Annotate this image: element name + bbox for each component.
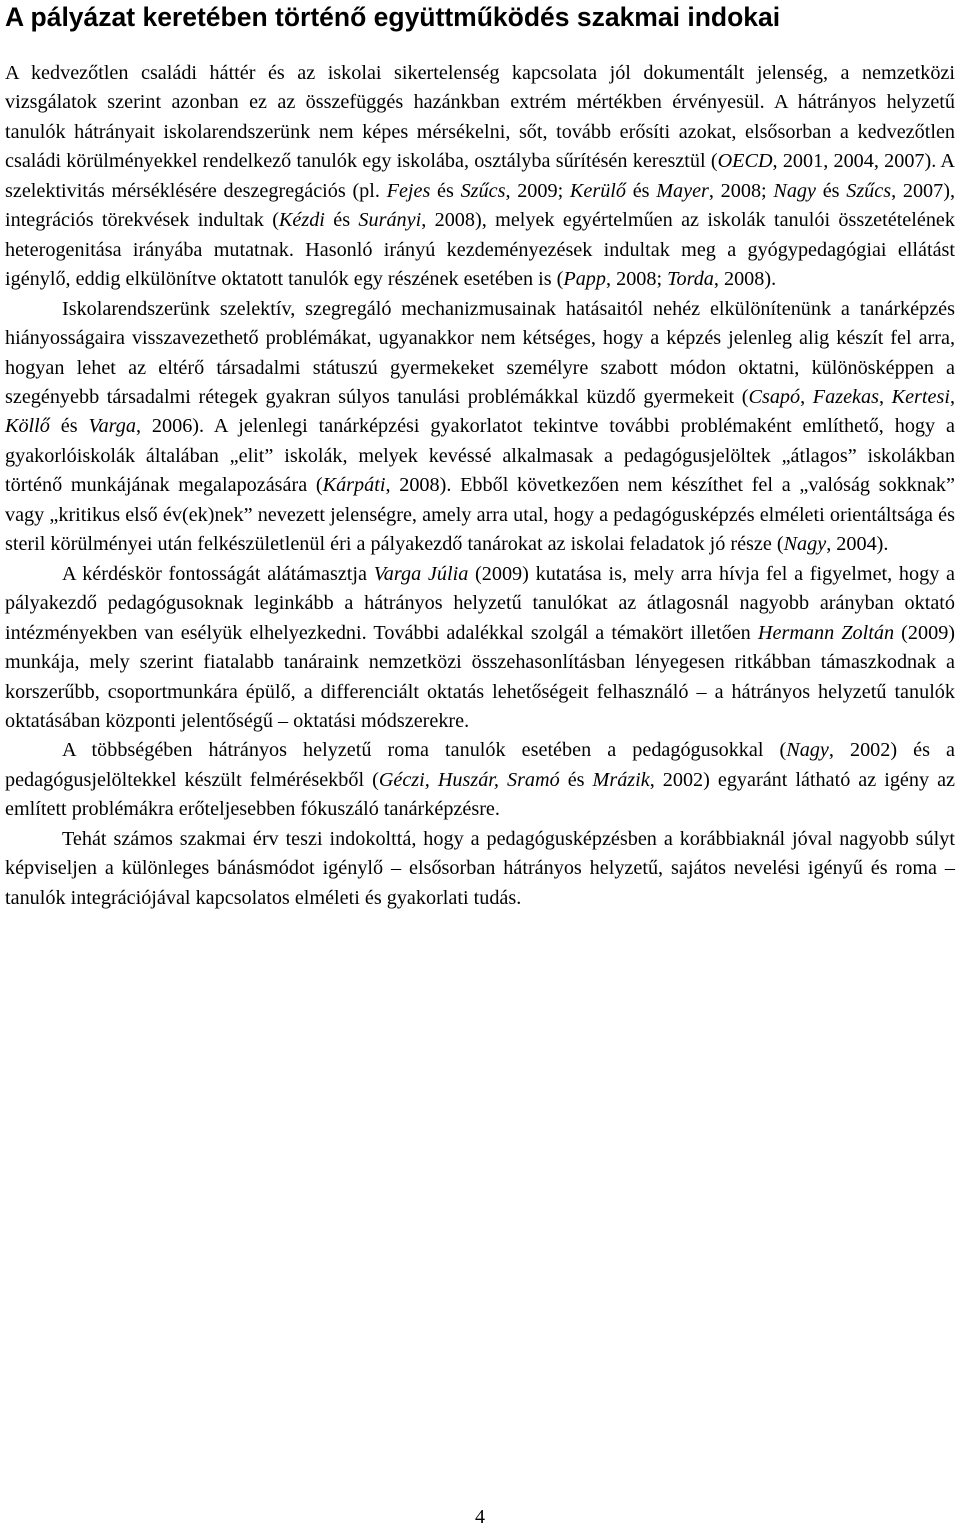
paragraph-text: , (800, 385, 813, 408)
paragraph-text: és (559, 768, 593, 791)
paragraph-text: , 2002) és a pedagógusjelöltekkel készült felmérésekből ( (5, 739, 955, 791)
citation-author: Varga Júlia (373, 562, 469, 585)
paragraph-text: és (430, 179, 461, 202)
citation-author: Csapó (748, 385, 801, 408)
paragraph-text: , (949, 385, 955, 408)
paragraph-text: , 2004). (826, 533, 889, 556)
citation-author: Köllő (5, 415, 50, 438)
body-paragraph (5, 825, 955, 913)
paragraph-text: , 2008), melyek egyértelműen az iskolák tanulói összetételének heterogenitása irányába mutatnak. Hasonló irányú kezdeményezések indultak meg a gyógypedagógiai ellátást igénylő, eddig elkülönítve oktatott tanulók egy részének esetében is ( (5, 209, 955, 291)
citation-author: Géczi, Huszár, Sramó (378, 768, 560, 791)
paragraph-text: A többségében hátrányos helyzetű roma tanulók esetében a pedagógusokkal ( (62, 739, 787, 762)
body-paragraph (5, 736, 955, 824)
citation-author: Fazekas (812, 385, 879, 408)
paragraph-text: , 2009; (505, 179, 570, 202)
paragraph-text: (2009) munkája, mely szerint fiatalabb tanáraink nemzetközi összehasonlításban lényegesen ritkábban támaszkodnak a korszerűbb, csoportmunkára épülő, a differenciált oktatás lehetőségeit felhasználó – a hátrányos helyzetű tanulók oktatásában központi jelentőségű – oktatási módszerekre. (5, 621, 956, 732)
paragraph-text: Iskolarendszerünk szelektív, szegregáló mechanizmusainak hatásaitól nehéz elkülönítenünk a tanárképzés hiányosságaira visszavezethető problémákat, ugyanakkor nem kétséges, hogy a képzés jelenleg alig készít fel arra, hogyan lehet az eltérő társadalmi státuszú gyermekeket személyre szabott módon oktatni, különösképpen a szegényebb társadalmi rétegek gyakran súlyos tanulási problémákkal küzdő gyermekeit ( (5, 297, 955, 408)
citation-author: Papp (563, 268, 606, 291)
citation-author: Surányi (358, 209, 422, 232)
paragraph-text: , 2008; (708, 179, 774, 202)
citation-author: Mayer (656, 179, 709, 202)
citation-author: Torda (667, 268, 714, 291)
body-paragraph (5, 560, 955, 737)
paragraph-text: A kérdéskör fontosságát alátámasztja (62, 562, 374, 585)
document-title: A pályázat keretében történő együttműködés szakmai indokai (5, 2, 781, 32)
citation-author: Szűcs (846, 179, 892, 202)
citation-author: Szűcs (460, 179, 506, 202)
paragraph-text: és (324, 209, 359, 232)
paragraph-text: , 2002) egyaránt látható az igény az említett problémákra erőteljesebben fókuszáló tanárképzésre. (5, 768, 955, 821)
citation-author: Fejes (386, 179, 431, 202)
body-paragraph (5, 59, 955, 295)
paragraph-text: , 2007), integrációs törekvések indultak ( (5, 179, 955, 232)
paragraph-text: és (49, 415, 89, 438)
paragraph-text: , (878, 385, 892, 408)
citation-author: Kézdi (278, 209, 325, 232)
document-page (5, 0, 955, 913)
paragraph-text: , 2006). A jelenlegi tanárképzési gyakorlatot tekintve további problémaként említhető, hogy a gyakorlóiskolák általában „elit” iskolák, melyek kevéssé alkalmasak a pedagógusjelöltek „átlagos” iskolákban történő munkájának megalapozására ( (5, 415, 955, 497)
page-number: 4 (475, 1506, 485, 1528)
body-paragraph (5, 295, 955, 560)
citation-author: Nagy (783, 533, 827, 556)
paragraph-text: , 2008). Ebből következően nem készíthet fel a „valóság sokknak” vagy „kritikus első év(ek)nek” nevezett jelenségre, amely arra utal, hogy a pedagógusképzés elméleti orientáltsága és steril körülményei után felkészületlenül éri a pályakezdő tanárokat az iskolai feladatok jó része ( (5, 474, 955, 556)
paragraph-text: , 2008). (713, 268, 777, 291)
paragraph-text: Tehát számos szakmai érv teszi indokolttá, hogy a pedagógusképzésben a korábbiaknál jóval nagyobb súlyt képviseljen a különleges bánásmódot igénylő – elsősorban hátrányos helyzetű, sajátos nevelési igényű és roma – tanulók integrációjával kapcsolatos elméleti és gyakorlati tudás. (5, 827, 955, 909)
citation-author: Mrázik (592, 768, 650, 791)
citation-author: Varga (88, 415, 136, 438)
citation-author: Nagy (786, 739, 829, 762)
paragraph-text: (2009) kutatása is, mely arra hívja fel a figyelmet, hogy a pályakezdő pedagógusoknak leginkább a hátrányos helyzetű tanulókat az átlagosnál nagyobb arányban oktató intézményekben van esélyük elhelyezkedni. További adalékkal szolgál a témakört illetően (5, 562, 955, 644)
citation-author: Hermann Zoltán (757, 621, 895, 644)
paragraph-text: és (625, 179, 657, 202)
document-body (5, 59, 955, 913)
citation-author: Kárpáti (322, 474, 386, 497)
citation-author: OECD (717, 150, 773, 173)
paragraph-text: , 2001, 2004, 2007). A szelektivitás mérséklésére deszegregációs (pl. (5, 150, 955, 202)
paragraph-text: és (815, 179, 847, 202)
paragraph-text: , 2008; (606, 268, 668, 291)
citation-author: Kerülő (569, 179, 626, 202)
citation-author: Nagy (773, 179, 816, 202)
citation-author: Kertesi (891, 385, 950, 408)
paragraph-text: A kedvezőtlen családi háttér és az iskolai sikertelenség kapcsolata jól dokumentált jelenség, a nemzetközi vizsgálatok szerint azonban ez az összefüggés hazánkban extrém mértékben érvényesül. A hátrányos helyzetű tanulók hátrányait iskolarendszerünk nem képes mérsékelni, sőt, tovább erősíti azokat, elsősorban a kedvezőtlen családi körülményekkel rendelkező tanulók egy iskolába, osztályba sűrítésén keresztül ( (5, 62, 955, 173)
